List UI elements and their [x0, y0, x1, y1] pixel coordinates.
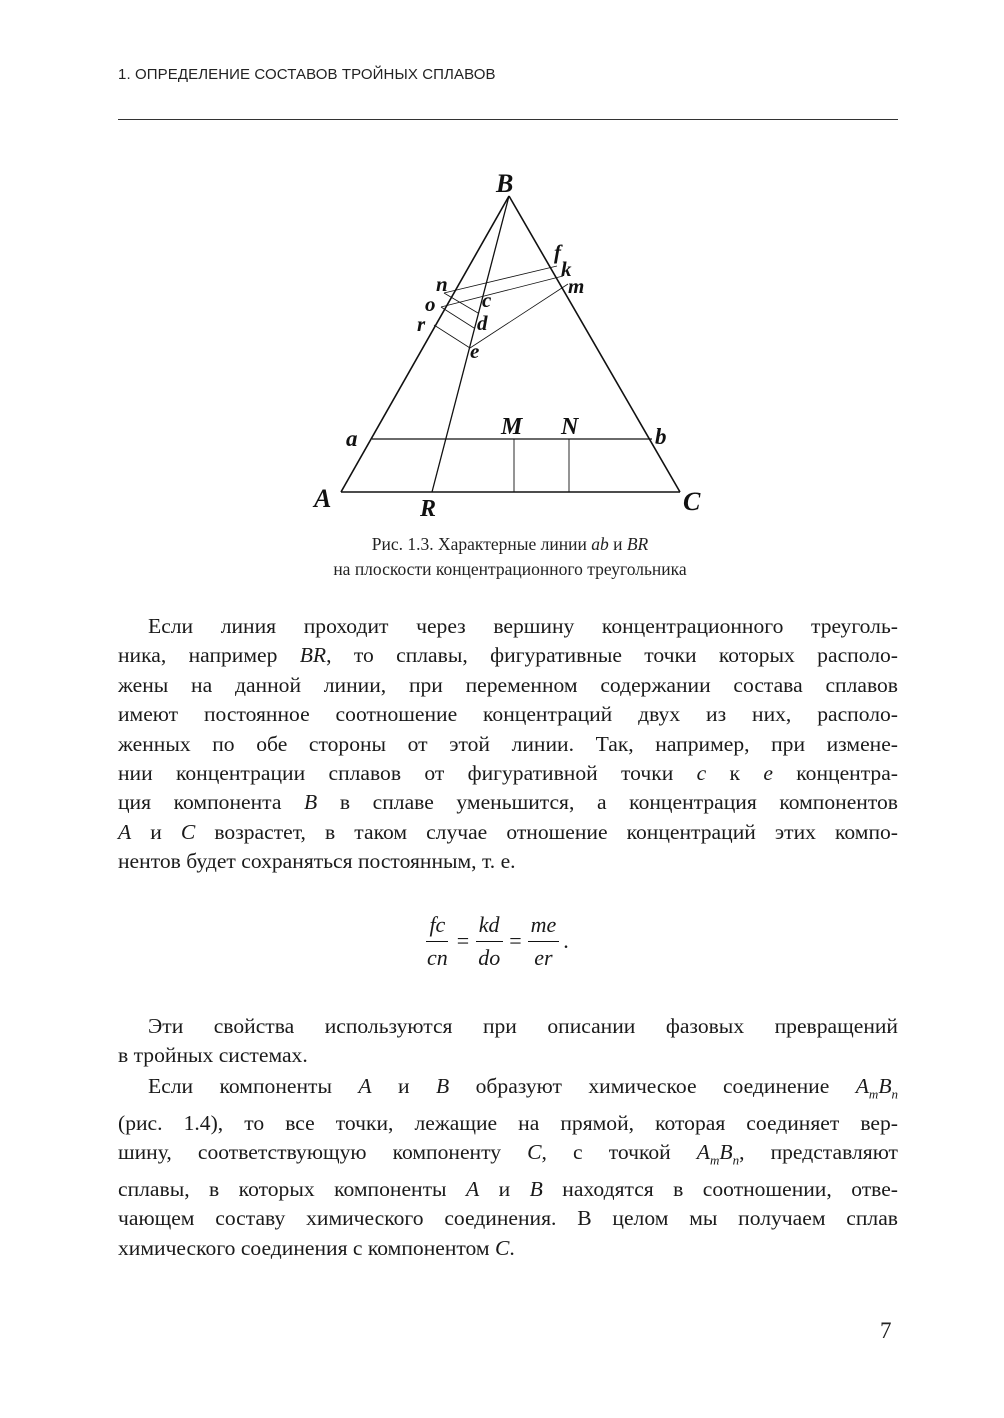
- caption-line-2: на плоскости концентрационного треугольника: [333, 559, 687, 579]
- ratio-formula: $\frac{fc}{cn}$ = $\frac{kd}{do}$ = $\frac{me}{er}$ .: [424, 906, 569, 976]
- caption-line-1: Рис. 1.3. Характерные линии ab и BR: [371, 534, 649, 554]
- label-a: a: [346, 426, 358, 451]
- label-k: k: [561, 257, 572, 281]
- paragraph-3: Если компоненты A и B образуют химическое соединение $A_mB_n$ (рис. 1.4), то все точки, лежащие на прямой, которая соединяет вер- шину, соответствующую компоненту C, с точкой $A_mB_n$, представляют сплавы, в которых компоненты A и B находятся в соотношении, отве- чающем составу химического соединения. В целом мы получаем сплав химического соединения с компонентом C.: [118, 1074, 899, 1260]
- fraction-kd-do: $\frac{kd}{do}$: [475, 911, 503, 972]
- label-B: B: [496, 169, 514, 198]
- label-N: N: [561, 414, 579, 440]
- side-AB: [341, 196, 509, 492]
- page-number: 7: [880, 1318, 892, 1343]
- label-M: M: [501, 414, 523, 440]
- label-r: r: [417, 312, 426, 336]
- label-o: o: [425, 292, 436, 316]
- label-b: b: [655, 424, 667, 449]
- label-n: n: [436, 272, 448, 296]
- paragraph-1: Если линия проходит через вершину концентрационного треуголь- ника, например BR, то сплавы, фигуративные точки которых располо- жены на данной линии, при переменном содержании состава сплавов имеют постоянное соотношение концентраций двух из них, располо- женных по обе стороны от этой линии. Так, например, при измене- нии концентрации сплавов от фигуративной точки c к e концентра- ция компонента B в сплаве уменьшится, а концентрация компонентов A и C возрастет, в таком случае отношение концентраций этих компо- нентов будет сохраняться постоянным, т. е.: [118, 614, 899, 874]
- label-m: m: [568, 274, 585, 298]
- line-od: [441, 307, 474, 328]
- label-d: d: [477, 311, 488, 335]
- label-R: R: [420, 496, 437, 522]
- label-A: A: [314, 484, 332, 513]
- fraction-me-er: $\frac{me}{er}$: [528, 911, 560, 972]
- label-c: c: [482, 288, 492, 312]
- label-C: C: [683, 487, 701, 516]
- line-re: [434, 325, 470, 348]
- running-head: 1. ОПРЕДЕЛЕНИЕ СОСТАВОВ ТРОЙНЫХ СПЛАВОВ: [118, 66, 496, 83]
- paragraph-2: Эти свойства используются при описании фазовых превращений в тройных системах.: [118, 1014, 898, 1068]
- figure-caption: [200, 532, 820, 582]
- concentration-triangle-figure: [0, 0, 1004, 600]
- label-f: f: [554, 240, 561, 264]
- fraction-fc-cn: $\frac{fc}{cn}$: [427, 911, 448, 970]
- label-e: e: [470, 339, 480, 363]
